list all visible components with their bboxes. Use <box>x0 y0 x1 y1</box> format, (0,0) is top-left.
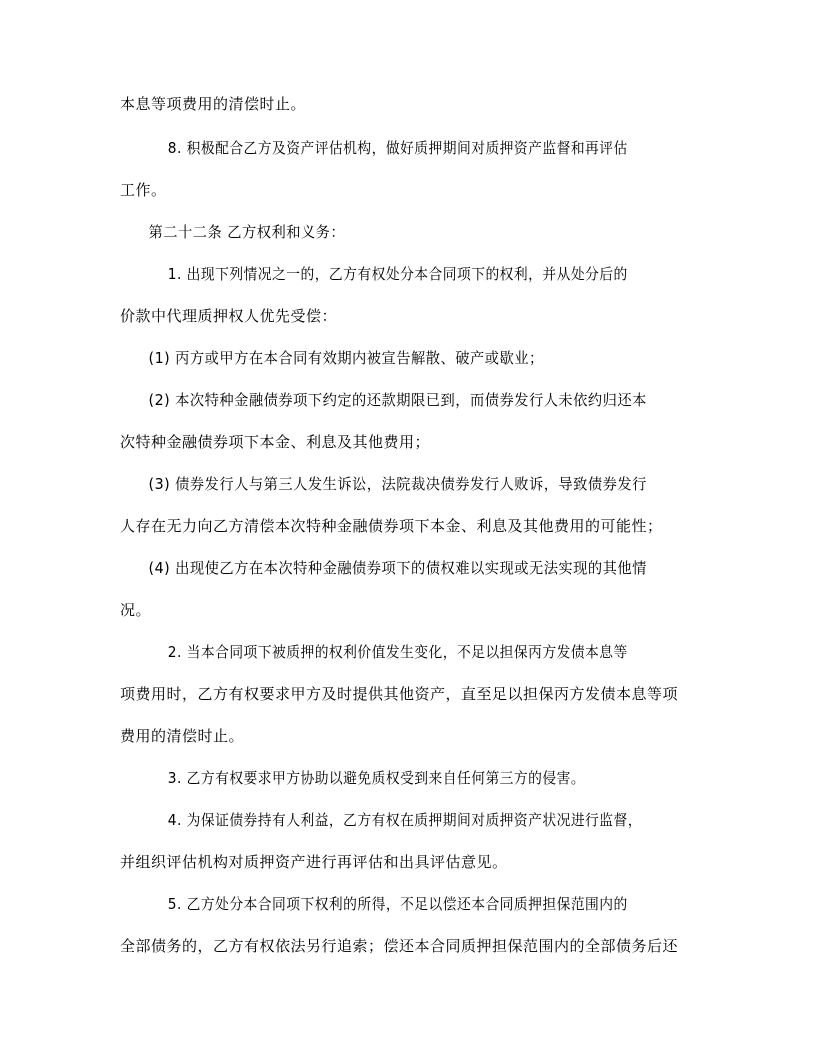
text-line: 工作。 <box>120 181 167 199</box>
text-line: 项费用时，乙方有权要求甲方及时提供其他资产，直至足以担保丙方发债本息等项 <box>120 685 679 703</box>
text-line: 5. 乙方处分本合同项下权利的所得，不足以偿还本合同质押担保范围内的 <box>167 895 628 913</box>
text-line: 价款中代理质押权人优先受偿： <box>120 307 338 325</box>
article-heading: 第二十二条 乙方权利和义务： <box>148 223 346 241</box>
text-line: (4) 出现使乙方在本次特种金融债券项下的债权难以实现或无法实现的其他情 <box>148 559 647 577</box>
text-line: 全部债务的，乙方有权依法另行追索；偿还本合同质押担保范围内的全部债务后还 <box>120 937 679 955</box>
text-line: 本息等项费用的清偿时止。 <box>120 95 307 113</box>
text-line: 1. 出现下列情况之一的，乙方有权处分本合同项下的权利，并从处分后的 <box>167 265 628 283</box>
text-line: 8. 积极配合乙方及资产评估机构，做好质押期间对质押资产监督和再评估 <box>167 139 628 157</box>
text-line: 3. 乙方有权要求甲方协助以避免质权受到来自任何第三方的侵害。 <box>167 769 586 787</box>
text-line: (2) 本次特种金融债券项下约定的还款期限已到，而债券发行人未依约归还本 <box>148 391 647 409</box>
text-line: (1) 丙方或甲方在本合同有效期内被宣告解散、破产或歇业； <box>148 349 544 367</box>
text-line: 次特种金融债券项下本金、利息及其他费用； <box>120 433 431 451</box>
text-line: 并组织评估机构对质押资产进行再评估和出具评估意见。 <box>120 853 508 871</box>
text-line: (3) 债券发行人与第三人发生诉讼，法院裁决债券发行人败诉，导致债券发行 <box>148 475 647 493</box>
text-line: 2. 当本合同项下被质押的权利价值发生变化，不足以担保丙方发债本息等 <box>167 643 628 661</box>
text-line: 4. 为保证债券持有人利益，乙方有权在质押期间对质押资产状况进行监督， <box>167 811 642 829</box>
text-line: 人存在无力向乙方清偿本次特种金融债券项下本金、利息及其他费用的可能性； <box>120 517 663 535</box>
text-line: 费用的清偿时止。 <box>120 727 245 745</box>
text-line: 况。 <box>120 601 152 619</box>
